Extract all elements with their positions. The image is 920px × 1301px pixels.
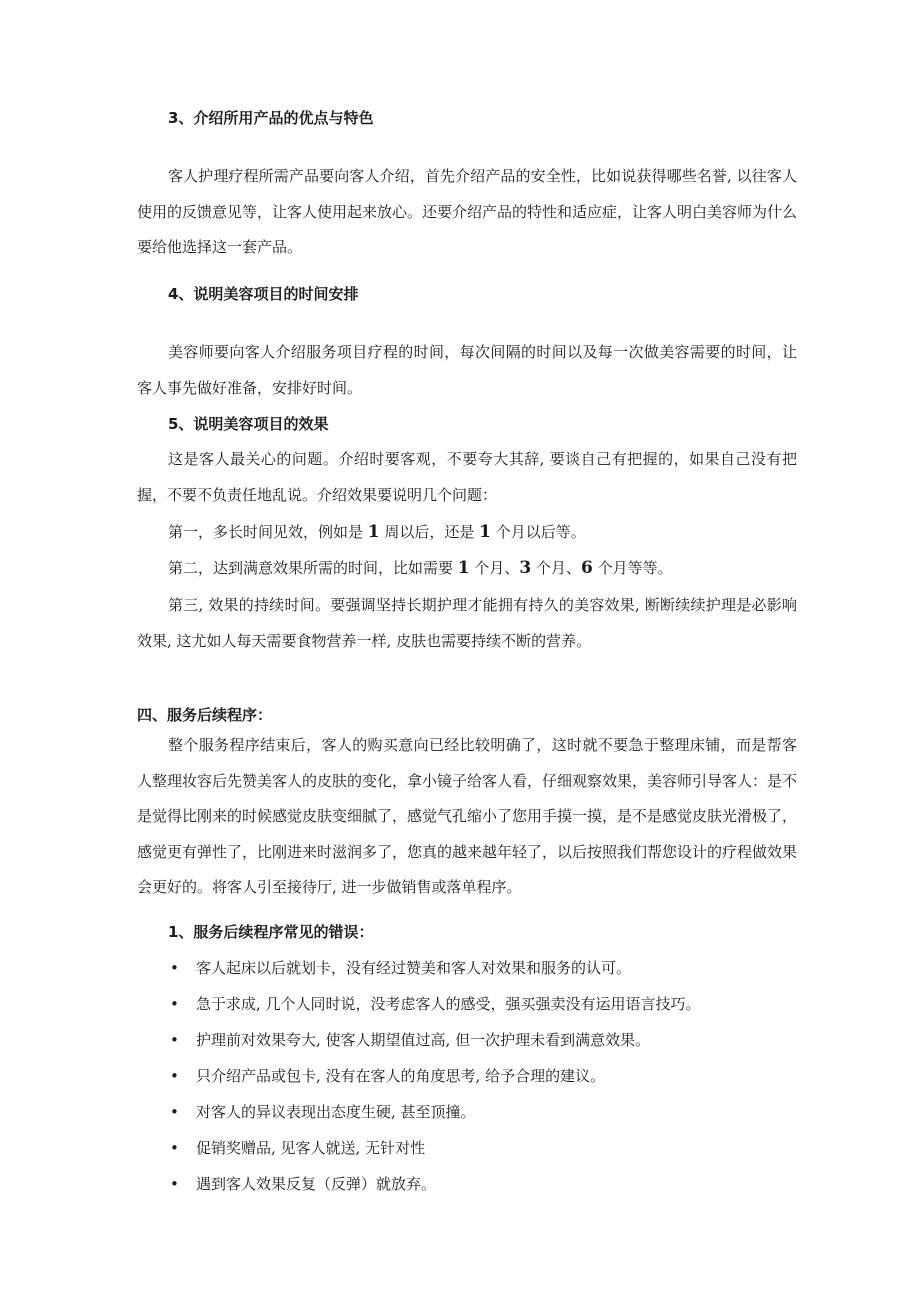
bullet-icon: • [170,995,179,1013]
error-list-item: • 急于求成, 几个人同时说，没考虑客人的感受，强买强卖没有运用语言技巧。 [170,995,701,1013]
section-5-paragraph: 这是客人最关心的问题。介绍时要客观，不要夸大其辞, 要谈自己有把握的，如果自己没有把握，不要不负责任地乱说。介绍效果要说明几个问题： [137,450,797,504]
section-4-paragraph: 美容师要向客人介绍服务项目疗程的时间，每次间隔的时间以及每一次做美容需要的时间，让客人事先做好准备，安排好时间。 [137,343,797,397]
effect-point-2: 第二，达到满意效果所需的时间，比如需要 1 个月、3 个月、6 个月等等。 [168,558,673,578]
section-5-title: 5、说明美容项目的效果 [168,415,329,433]
bullet-icon: • [170,959,179,977]
bullet-icon: • [170,1031,179,1049]
bullet-icon: • [170,1103,179,1121]
errors-title: 1、服务后续程序常见的错误： [168,923,374,941]
bullet-icon: • [170,1175,179,1193]
effect-point-3: 第三, 效果的持续时间。要强调坚持长期护理才能拥有持久的美容效果, 断断续续护理是必影响效果, 这尤如人每天需要食物营养一样, 皮肤也需要持续不断的营养。 [137,596,797,650]
effect-point-1: 第一，多长时间见效，例如是 1 周以后，还是 1 个月以后等。 [168,522,586,542]
bullet-icon: • [170,1067,179,1085]
error-list-item: • 客人起床以后就划卡，没有经过赞美和客人对效果和服务的认可。 [170,959,632,977]
bullet-icon: • [170,1139,179,1157]
error-list-item: • 遇到客人效果反复（反弹）就放弃。 [170,1175,437,1193]
part-4-title: 四、服务后续程序： [137,706,273,724]
error-list-item: • 只介绍产品或包卡, 没有在客人的角度思考, 给予合理的建议。 [170,1067,606,1085]
section-3-paragraph: 客人护理疗程所需产品要向客人介绍，首先介绍产品的安全性，比如说获得哪些名誉, 以往客人使用的反馈意见等，让客人使用起来放心。还要介绍产品的特性和适应症，让客人明白美容师为什么要给他选择这一套产品。 [137,167,798,256]
error-list-item: • 促销奖赠品, 见客人就送, 无针对性 [170,1139,426,1157]
section-4-title: 4、说明美容项目的时间安排 [168,285,359,303]
section-3-title: 3、介绍所用产品的优点与特色 [168,109,374,127]
part-4-paragraph: 整个服务程序结束后，客人的购买意向已经比较明确了，这时就不要急于整理床铺，而是帮客人整理妆容后先赞美客人的皮肤的变化，拿小镜子给客人看，仔细观察效果，美容师引导客人：是不是觉得比刚来的时候感觉皮肤变细腻了，感觉气孔缩小了您用手摸一摸，是不是感觉皮肤光滑极了，感觉更有弹性了，比刚进来时滋润多了，您真的越来越年轻了，以后按照我们帮您设计的疗程做效果会更好的。将客人引至接待厅, 进一步做销售或落单程序。 [137,736,798,896]
error-list-item: • 对客人的异议表现出态度生硬, 甚至顶撞。 [170,1103,476,1121]
error-list-item: • 护理前对效果夸大, 使客人期望值过高, 但一次护理未看到满意效果。 [170,1031,651,1049]
